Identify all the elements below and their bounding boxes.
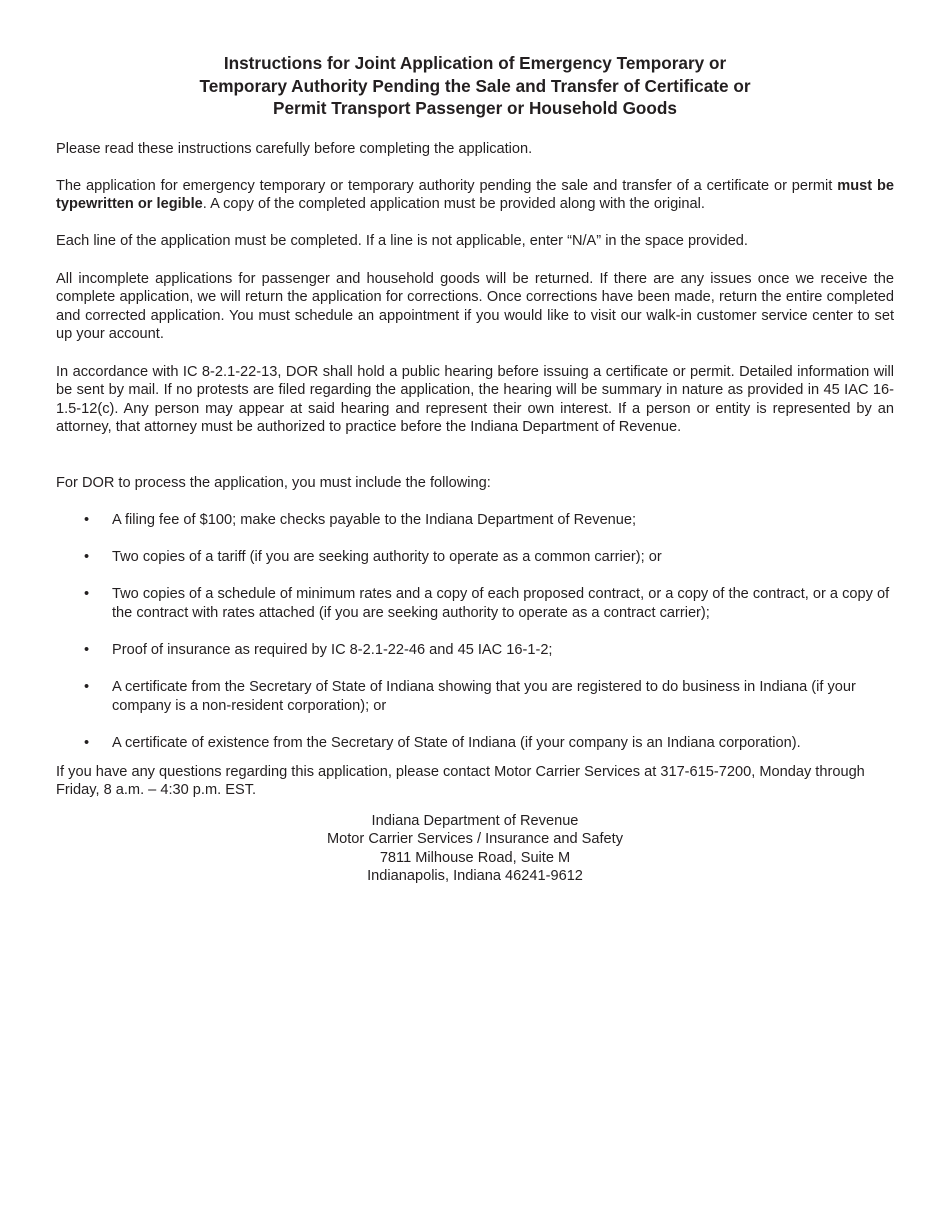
bullet: • — [84, 548, 90, 565]
bullet: • — [84, 641, 90, 658]
title-line-3: Permit Transport Passenger or Household Goods — [273, 98, 677, 118]
incomplete-applications-paragraph: All incomplete applications for passenger and household goods will be returned. If there are any issues once we receive the complete application, we will return the application for corrections. Once corrections have been made, return the entire completed and corrected application. You must schedule an appointment if you would like to visit our walk-in customer service center to set up your account. — [56, 270, 894, 343]
list-item-text: Two copies of a tariff (if you are seeking authority to operate as a common carrier); or — [112, 548, 662, 565]
application-requirement-paragraph — [56, 177, 894, 214]
list-item — [56, 585, 894, 622]
section-spacer — [56, 456, 894, 474]
address-line-2: Motor Carrier Services / Insurance and Safety — [326, 831, 624, 848]
public-hearing-paragraph: In accordance with IC 8-2.1-22-13, DOR shall hold a public hearing before issuing a certificate or permit. Detailed information will be sent by mail. If no protests are filed regarding the application, the hearing will be summary in nature as provided in 45 IAC 16-1.5-12(c). Any person may appear at said hearing and represent their own interest. If a person or entity is represented by an attorney, that attorney must be authorized to practice before the Indiana Department of Revenue. — [56, 363, 894, 436]
bullet: • — [84, 734, 90, 751]
list-item-text: A certificate of existence from the Secretary of State of Indiana (if your company is an Indiana corporation). — [112, 734, 801, 751]
list-item-text: A filing fee of $100; make checks payable to the Indiana Department of Revenue; — [112, 511, 637, 528]
requirements-list — [56, 511, 894, 753]
application-requirement-text: The application for emergency temporary or temporary authority pending the sale and transfer of a certificate or permit — [56, 177, 838, 194]
title-line-2: Temporary Authority Pending the Sale and Transfer of Certificate or — [199, 75, 751, 96]
bullet: • — [84, 679, 90, 696]
process-intro-paragraph: For DOR to process the application, you must include the following: — [56, 474, 491, 491]
list-item — [56, 734, 894, 753]
list-item-text: Proof of insurance as required by IC 8-2.1-22-46 and 45 IAC 16-1-2; — [112, 641, 553, 658]
application-requirement-text-end: . A copy of the completed application must be provided along with the original. — [202, 196, 705, 213]
address-line-4: Indianapolis, Indiana 46241-9612 — [367, 868, 583, 885]
address-line-1: Indiana Department of Revenue — [371, 812, 579, 829]
list-item — [56, 678, 894, 715]
each-line-paragraph: Each line of the application must be completed. If a line is not applicable, enter “N/A” in the space provided. — [56, 233, 748, 250]
page-title — [56, 52, 894, 120]
bullet: • — [84, 586, 90, 603]
intro-paragraph: Please read these instructions carefully before completing the application. — [56, 140, 533, 157]
contact-paragraph: If you have any questions regarding this application, please contact Motor Carrier Services at 317-615-7200, Monday through Friday, 8 a.m. – 4:30 p.m. EST. — [56, 763, 865, 799]
list-item — [56, 641, 894, 660]
list-item-text: A certificate from the Secretary of State of Indiana showing that you are registered to do business in Indiana (if your company is a non-resident corporation); or — [112, 679, 856, 714]
instructions-page — [56, 52, 894, 886]
mailing-address — [56, 812, 894, 886]
bullet: • — [84, 511, 90, 528]
list-item-text: Two copies of a schedule of minimum rates and a copy of each proposed contract, or a copy of the contract, or a copy of the contract with rates attached (if you are seeking authority to operate as a contract carrier); — [112, 586, 890, 621]
list-item — [56, 548, 894, 567]
address-line-3: 7811 Milhouse Road, Suite M — [379, 849, 571, 866]
list-item — [56, 511, 894, 530]
title-line-1: Instructions for Joint Application of Emergency Temporary or — [223, 53, 727, 73]
application-requirement-emphasis: must be typewritten or legible — [56, 177, 894, 213]
